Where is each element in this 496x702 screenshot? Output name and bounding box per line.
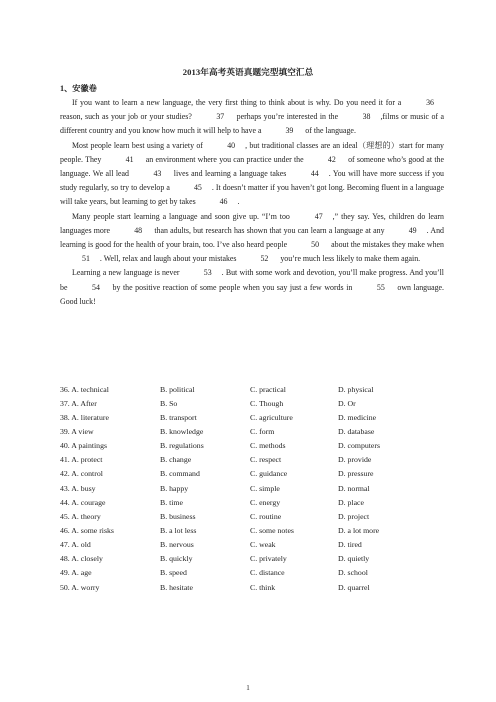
passage-text: of someone who’s good at the language. We all lead [60, 154, 444, 179]
question-option-a: 43. A. busy [60, 483, 96, 493]
option-row [60, 495, 450, 509]
blank-number: 39 [285, 126, 294, 136]
blank-number: 40 [227, 140, 236, 150]
question-option-a: 42. A. control [60, 469, 103, 479]
blank-number: 45 [193, 183, 202, 193]
blank-number: 46 [219, 197, 228, 207]
option-row [60, 566, 450, 580]
option-choice: B. command [160, 469, 200, 479]
question-option-a: 40. A paintings [60, 441, 108, 451]
option-choice: C. distance [250, 568, 285, 578]
question-option-a: 47. A. old [60, 540, 91, 550]
option-row [60, 396, 450, 410]
passage-text: an environment where you can practice under the [143, 154, 306, 164]
option-row [60, 580, 450, 594]
answer-options-list [60, 382, 450, 594]
passage-text: own language. Good luck! [60, 282, 444, 306]
question-option-a: 37. A. After [60, 398, 97, 408]
passage-text: . Well, relax and laugh about your mistakes [99, 254, 239, 264]
option-choice: D. quarrel [338, 582, 370, 592]
blank-number: 37 [216, 112, 225, 122]
option-row [60, 382, 450, 396]
option-choice: B. quickly [160, 554, 193, 564]
option-choice: B. So [160, 398, 178, 408]
question-option-a: 38. A. literature [60, 412, 109, 422]
option-row [60, 509, 450, 523]
option-row [60, 523, 450, 537]
passage-paragraph [60, 266, 444, 309]
passage-text: , but traditional classes are an ideal（理想的）start for many people. They [60, 140, 444, 164]
passage-text: . [237, 197, 240, 207]
option-choice: B. hesitate [160, 582, 193, 592]
option-choice: B. transport [160, 412, 197, 422]
question-option-a: 50. A. worry [60, 582, 100, 592]
option-choice: B. speed [160, 568, 187, 578]
passage-text: Most people learn best using a variety of [72, 140, 206, 150]
option-choice: C. agriculture [250, 412, 293, 422]
blank-number: 38 [362, 112, 371, 122]
option-row [60, 538, 450, 552]
option-choice: D. normal [338, 483, 370, 493]
option-choice: D. pressure [338, 469, 374, 479]
passage-text: of the language. [303, 126, 356, 136]
option-choice: D. medicine [338, 412, 377, 422]
section-heading: 1、安徽卷 [60, 84, 97, 93]
passage-text: Many people start learning a language and soon give up. “I’m too [72, 211, 293, 221]
blank-number: 47 [314, 211, 323, 221]
option-row [60, 453, 450, 467]
option-choice: D. computers [338, 441, 381, 451]
option-choice: B. nervous [160, 540, 194, 550]
question-option-a: 39. A view [60, 426, 94, 436]
option-choice: C. some notes [250, 525, 294, 535]
option-row [60, 424, 450, 438]
passage-text: If you want to learn a new language, the very first thing to think about is why. Do you need it for a [72, 98, 405, 107]
passage-text: Learning a new language is never [72, 268, 182, 278]
document-title: 2013年高考英语真题完型填空汇总 [182, 67, 314, 77]
option-choice: C. weak [250, 540, 276, 550]
option-choice: C. Though [250, 398, 284, 408]
passage-text: . It doesn’t matter if you haven’t got long. Becoming fluent in a language will take years, but learning to get by takes [60, 183, 444, 207]
page-number: 1 [246, 684, 250, 692]
option-choice: D. database [338, 426, 375, 436]
passage-text: perhaps you’re interested in the [234, 112, 341, 122]
passage-text: ,films or music of a different country and you know how much it will help to have a [60, 112, 444, 136]
blank-number: 50 [311, 240, 320, 250]
option-choice: D. provide [338, 455, 372, 465]
option-row [60, 439, 450, 453]
option-choice: D. physical [338, 384, 374, 394]
question-option-a: 49. A. age [60, 568, 92, 578]
option-choice: B. happy [160, 483, 189, 493]
blank-number: 42 [327, 154, 336, 164]
passage-text: . And learning is good for the health of your brain, too. I’ve also heard people [60, 225, 444, 250]
passage-text: by the positive reaction of some people when you say just a few words in [109, 282, 355, 292]
blank-number: 52 [260, 254, 269, 264]
option-row [60, 552, 450, 566]
blank-number: 55 [376, 282, 385, 292]
option-choice: C. routine [250, 511, 282, 521]
passage-paragraph [60, 210, 444, 267]
option-choice: C. energy [250, 497, 281, 507]
blank-number: 54 [92, 282, 100, 292]
question-option-a: 48. A. closely [60, 554, 103, 564]
blank-number: 53 [203, 268, 212, 278]
blank-number: 51 [82, 254, 90, 264]
option-choice: B. knowledge [160, 426, 204, 436]
passage-text: about the mistakes they make when [329, 240, 444, 250]
option-choice: D. Or [338, 398, 356, 408]
question-option-a: 41. A. protect [60, 455, 103, 465]
option-choice: C. think [250, 582, 276, 592]
passage-text: you’re much less likely to make them again. [278, 254, 421, 264]
option-choice: C. guidance [250, 469, 288, 479]
passage-paragraph [60, 96, 444, 139]
option-choice: D. tired [338, 540, 362, 550]
passage-text: ,” they say. Yes, children do learn languages more [60, 211, 444, 235]
option-choice: B. time [160, 497, 183, 507]
question-option-a: 45. A. theory [60, 511, 101, 521]
question-option-a: 46. A. some risks [60, 525, 114, 535]
passage-paragraph [60, 139, 444, 210]
option-row [60, 410, 450, 424]
option-choice: C. practical [250, 384, 286, 394]
option-choice: B. political [160, 384, 195, 394]
option-choice: C. simple [250, 483, 280, 493]
blank-number: 48 [134, 225, 143, 235]
option-choice: B. business [160, 511, 196, 521]
blank-number: 36 [426, 98, 434, 107]
option-choice: D. quietly [338, 554, 370, 564]
option-row [60, 481, 450, 495]
option-choice: D. school [338, 568, 368, 578]
option-choice: B. a lot less [160, 525, 197, 535]
option-choice: D. place [338, 497, 364, 507]
option-choice: C. respect [250, 455, 282, 465]
option-choice: D. a lot more [338, 525, 380, 535]
passage-text: reason, such as your job or your studies? [60, 112, 195, 122]
cloze-passage [60, 96, 444, 309]
option-choice: C. methods [250, 441, 286, 451]
blank-number: 41 [125, 154, 134, 164]
passage-text: . You will have more success if you study regularly, so try to develop a [60, 169, 445, 193]
passage-text: . But with some work and devotion, you’ll make progress. And you’ll be [60, 268, 444, 292]
passage-text: lives and learning a language takes [171, 169, 289, 179]
option-choice: B. change [160, 455, 192, 465]
blank-number: 49 [408, 225, 417, 235]
option-choice: D. project [338, 511, 370, 521]
blank-number: 44 [310, 169, 319, 179]
question-option-a: 36. A. technical [60, 384, 109, 394]
question-option-a: 44. A. courage [60, 497, 106, 507]
blank-number: 43 [153, 169, 162, 179]
option-choice: B. regulations [160, 441, 204, 451]
option-choice: C. form [250, 426, 275, 436]
option-choice: C. privately [250, 554, 287, 564]
passage-text: than adults, but research has shown that you can learn a language at any [152, 225, 387, 235]
option-row [60, 467, 450, 481]
